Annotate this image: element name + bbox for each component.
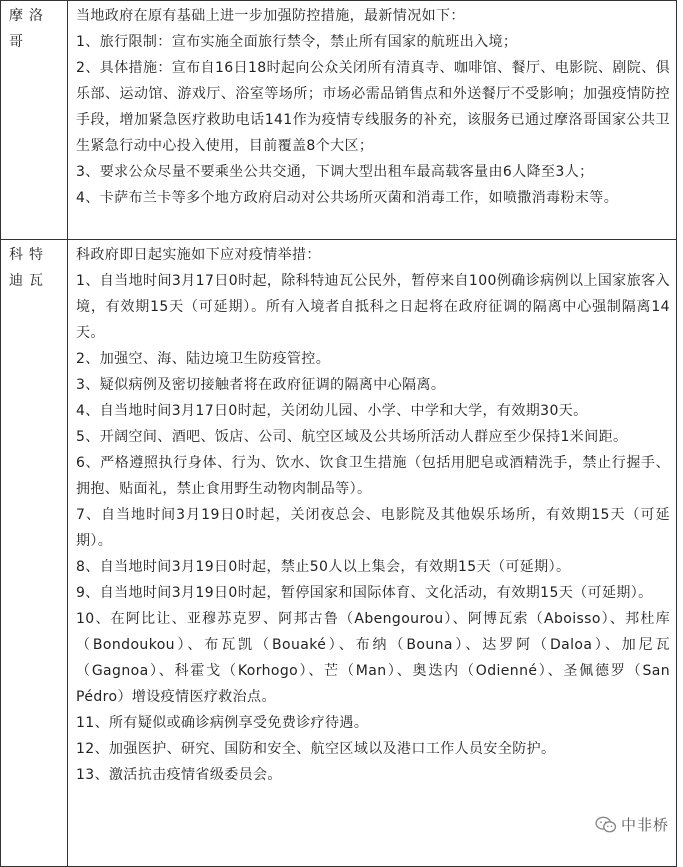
- civ-item-1: 1、自当地时间3月17日0时起，除科特迪瓦公民外，暂停来自100例确诊病例以上国家旅客入境，有效期15天（可延期）。所有入境者自抵科之日起将在政府征调的隔离中心强制隔离14天。: [76, 268, 670, 346]
- watermark: [593, 814, 671, 835]
- country-cell-cote-divoire: 科特迪瓦: [1, 240, 68, 867]
- civ-item-7: 7、自当地时间3月19日0时起，关闭夜总会、电影院及其他娱乐场所，有效期15天（可延期）。: [76, 502, 670, 554]
- wechat-icon: [595, 816, 617, 834]
- civ-item-6: 6、严格遵照执行身体、行为、饮水、饮食卫生措施（包括用肥皂或酒精洗手，禁止行握手、拥抱、贴面礼，禁止食用野生动物肉制品等）。: [76, 450, 670, 502]
- morocco-intro: 当地政府在原有基础上进一步加强防控措施，最新情况如下：: [76, 3, 670, 29]
- country-cell-morocco: 摩洛哥: [1, 1, 68, 240]
- civ-item-8: 8、自当地时间3月19日0时起，禁止50人以上集会，有效期15天（可延期）。: [76, 554, 670, 580]
- civ-item-9: 9、自当地时间3月19日0时起，暂停国家和国际体育、文化活动，有效期15天（可延期）。: [76, 580, 670, 606]
- civ-item-3: 3、疑似病例及密切接触者将在政府征调的隔离中心隔离。: [76, 372, 670, 398]
- civ-item-5: 5、开阔空间、酒吧、饭店、公司、航空区域及公共场所活动人群应至少保持1米间距。: [76, 424, 670, 450]
- content-cell-morocco: [68, 1, 677, 240]
- civ-intro: 科政府即日起实施如下应对疫情举措：: [76, 242, 670, 268]
- civ-item-2: 2、加强空、海、陆边境卫生防疫管控。: [76, 346, 670, 372]
- table-row-cote-divoire: [1, 240, 677, 867]
- civ-item-10: 10、在阿比让、亚穆苏克罗、阿邦古鲁（Abengourou）、阿博瓦索（Aboisso）、邦杜库（Bondoukou）、布瓦凯（Bouaké）、布纳（Bouna）、达罗阿（Daloa）、加尼瓦（Gagnoa）、科霍戈（Korhogo）、芒（Man）、奥迭内（Odienné）、圣佩德罗（San Pédro）增设疫情医疗救治点。: [76, 606, 670, 710]
- morocco-item-3: 3、要求公众尽量不要乘坐公共交通，下调大型出租车最高载客量由6人降至3人；: [76, 159, 670, 185]
- watermark-text: 中非桥: [621, 814, 669, 835]
- content-cell-cote-divoire: [68, 240, 677, 867]
- table-row-morocco: [1, 1, 677, 240]
- civ-item-12: 12、加强医护、研究、国防和安全、航空区域以及港口工作人员安全防护。: [76, 736, 670, 762]
- morocco-item-1: 1、旅行限制：宣布实施全面旅行禁令，禁止所有国家的航班出入境；: [76, 29, 670, 55]
- civ-item-11: 11、所有疑似或确诊病例享受免费诊疗待遇。: [76, 710, 670, 736]
- morocco-item-4: 4、卡萨布兰卡等多个地方政府启动对公共场所灭菌和消毒工作，如喷撒消毒粉末等。: [76, 185, 670, 211]
- civ-item-13: 13、激活抗击疫情省级委员会。: [76, 762, 670, 788]
- morocco-item-2: 2、具体措施：宣布自16日18时起向公众关闭所有清真寺、咖啡馆、餐厅、电影院、剧院、俱乐部、运动馆、游戏厅、浴室等场所；市场必需品销售点和外送餐厅不受影响；加强疫情防控手段，增加紧急医疗救助电话141作为疫情专线服务的补充，该服务已通过摩洛哥国家公共卫生紧急行动中心投入使用，目前覆盖8个大区；: [76, 55, 670, 159]
- civ-item-4: 4、自当地时间3月17日0时起，关闭幼儿园、小学、中学和大学，有效期30天。: [76, 398, 670, 424]
